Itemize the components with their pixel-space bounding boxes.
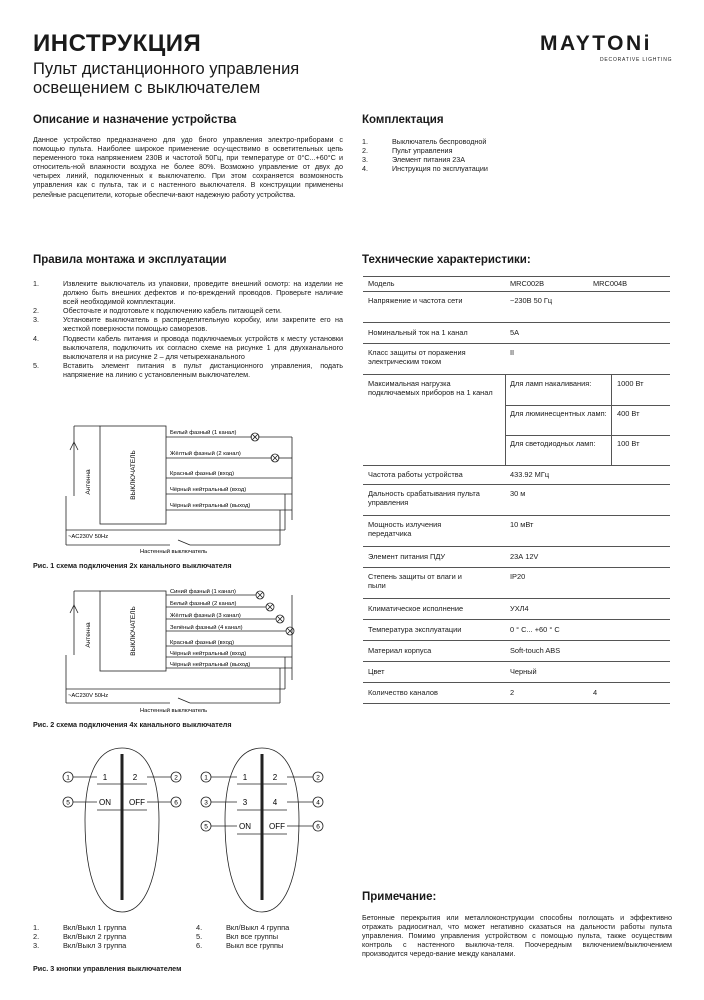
kit-list (362, 137, 662, 173)
switch-label: ВЫКЛЮЧАТЕЛЬ (130, 450, 137, 500)
mounting-item: 5. Вставить элемент питания в пульт дистанционного управления, подать напряжение на линию с установленным выключателем. (33, 360, 343, 379)
callout-number: 5 (204, 823, 208, 831)
mounting-item: 3. Установите выключатель в распределительную коробку, или закрепите его на жесткой поверхности помощью саморезов. (33, 315, 343, 334)
mounting-heading: Правила монтажа и эксплуатации (33, 254, 227, 266)
load-row: Для ламп накаливания: 1000 Вт (505, 375, 670, 406)
remote-button-2: 2 (132, 773, 138, 782)
table-row: Материал корпуса Soft-touch ABS (363, 641, 670, 662)
specs-table (363, 276, 670, 704)
remote-button-4: 4 (272, 798, 278, 807)
specs-heading: Технические характеристики: (362, 254, 531, 266)
legend-left (33, 923, 183, 950)
note-heading: Примечание: (362, 891, 437, 903)
table-row: Напряжение и частота сети ~230В 50 Гц (363, 292, 670, 323)
callout-number: 6 (316, 823, 320, 831)
callout-number: 1 (66, 774, 70, 782)
table-row: Количество каналов 2 4 (363, 683, 670, 704)
legend-item: 2. Вкл/Выкл 2 группа (33, 932, 127, 941)
wiring-diagram-2ch (60, 420, 350, 555)
callout-number: 2 (316, 774, 320, 782)
wire-label: Зелёный фазный (4 канал) (170, 625, 243, 631)
kit-item: 1. Выключатель беспроводной (362, 137, 487, 146)
kit-item: 2. Пульт управления (362, 146, 453, 156)
mounting-item: 2. Обесточьте и подготовьте к подключению кабель питающей сети. (33, 306, 282, 316)
switch-label: ВЫКЛЮЧАТЕЛЬ (130, 606, 137, 656)
legend-right (196, 923, 346, 950)
wire-label: Чёрный нейтральный (выход) (170, 662, 251, 668)
wire-label: Белый фазный (2 канал) (170, 601, 237, 607)
mounting-item: 4. Подвести кабель питания и провода подключаемых устройств к месту установки выключателя, подключить их согласно схеме на рисунке 1 для двухканального выключателя и на рисунке 2 – для четырехканального (33, 333, 343, 361)
remote-button-off: OFF (269, 822, 285, 831)
callout-number: 2 (174, 774, 178, 782)
load-row: Для люминесцентных ламп: 400 Вт (505, 405, 670, 436)
legend-item: 6. Выкл все группы (196, 941, 284, 950)
callout-number: 1 (204, 774, 208, 782)
remote-button-on: ON (239, 822, 251, 831)
wire-label: Чёрный нейтральный (выход) (170, 503, 251, 509)
wire-label: Чёрный нейтральный (вход) (170, 651, 247, 657)
antenna-label: Антенна (85, 622, 92, 648)
load-row: Для светодиодных ламп: 100 Вт (510, 439, 640, 448)
kit-item: 4. Инструкция по эксплуатации (362, 164, 488, 174)
page-title: ИНСТРУКЦИЯ (33, 30, 202, 57)
table-row: Температура эксплуатации 0 ° C... +60 ° C (363, 620, 670, 641)
remote-button-off: OFF (129, 798, 145, 807)
table-row: Степень защиты от влаги и пыли IP20 (363, 568, 670, 599)
remote-button-1: 1 (102, 773, 108, 782)
table-row: Элемент питания ПДУ 23А 12V (363, 547, 670, 568)
remote-buttons-figure (55, 740, 335, 920)
wire-label: Красный фазный (вход) (170, 471, 234, 477)
table-row: Максимальная нагрузка подключаемых приборов на 1 канал Для ламп накаливания: 1000 Вт Для люминесцентных ламп: 400 Вт Для светодиодных ламп: 100 Вт (363, 375, 670, 466)
description-text: Данное устройство предназначено для удо бного управления электро-приборами с помощью пульта. Наиболее широкое применение осу-ществимо в осветительных цепь переменного тока напряжением 230В и частотой 50Гц, при температуре от 0°C...+60°C и относитель-ной влажности воздуха не более 80%. Возможно управление от двух до четырех линий, подключенных к выключателю. При этом сохраняется возможность управления как с пульта, так и с настенного выключателя. В конструкции применены релейные расцепители, которые обеспечи-вают надежную работу устройства. (33, 135, 343, 199)
table-row: Частота работы устройства 433.92 МГц (363, 466, 670, 485)
table-row: Дальность срабатывания пульта управления 30 м (363, 485, 670, 516)
wall-switch-label: Настенный выключатель (140, 549, 208, 555)
note-text: Бетонные перекрытия или металлоконструкции способны поглощать и эффективно отражать радиосигнал, что может негативно сказаться на дальности работы пульта управления. Помимо управления устройством с помощью пульта, также осуществим контроль с настенного выключа-теля. Поочередным включением/выключением производится чередо-вание между каналами. (362, 913, 672, 959)
mounting-list (33, 279, 343, 379)
legend-item: 1. Вкл/Выкл 1 группа (33, 923, 127, 932)
figure-1-caption: Рис. 1 схема подключения 2х канального выключателя (33, 561, 232, 570)
wire-label: Жёлтый фазный (3 канал) (170, 613, 241, 619)
mounting-item: 1. Извлеките выключатель из упаковки, проведите внешний осмотр: на изделии не должно быть внешних дефектов и по-вреждений проводов. Проверьте наличие всей необходимой комплектации. (33, 279, 343, 307)
remote-button-3: 3 (242, 798, 248, 807)
table-row: Номинальный ток на 1 канал 5А (363, 323, 670, 344)
remote-button-1: 1 (242, 773, 248, 782)
table-row: Цвет Черный (363, 662, 670, 683)
ac-label: ~AC230V 50Hz (68, 693, 109, 699)
figure-2-caption: Рис. 2 схема подключения 4х канального выключателя (33, 720, 232, 729)
wire-label: Жёлтый фазный (2 канал) (170, 451, 241, 457)
kit-heading: Комплектация (362, 114, 444, 126)
table-row: Модель MRC002B MRC004B (363, 277, 670, 292)
remote-button-on: ON (99, 798, 111, 807)
legend-item: 5. Вкл все группы (196, 932, 279, 941)
remote-button-2: 2 (272, 773, 278, 782)
wall-switch-label: Настенный выключатель (140, 708, 208, 714)
kit-item: 3. Элемент питания 23А (362, 155, 466, 165)
table-row: Климатическое исполнение УХЛ4 (363, 599, 670, 620)
ac-label: ~AC230V 50Hz (68, 534, 109, 540)
wire-label: Красный фазный (вход) (170, 640, 234, 646)
wire-label: Синий фазный (1 канал) (170, 589, 236, 595)
callout-number: 4 (316, 799, 320, 807)
brand-logo: MAYTONi (540, 32, 653, 55)
legend-item: 3. Вкл/Выкл 3 группа (33, 941, 127, 950)
callout-number: 3 (204, 799, 208, 807)
description-heading: Описание и назначение устройства (33, 114, 237, 126)
table-row: Мощность излучения передатчика 10 мВт (363, 516, 670, 547)
table-row: Класс защиты от поражения электрическим током II (363, 344, 670, 375)
legend-item: 4. Вкл/Выкл 4 группа (196, 923, 290, 932)
wiring-diagram-4ch (60, 585, 350, 715)
wire-label: Чёрный нейтральный (вход) (170, 487, 247, 493)
figure-3-caption: Рис. 3 кнопки управления выключателем (33, 964, 182, 973)
wire-label: Белый фазный (1 канал) (170, 430, 237, 436)
page-subtitle: Пульт дистанционного управления освещением с выключателем (33, 60, 300, 97)
brand-tagline: DECORATIVE LIGHTING (600, 57, 673, 63)
antenna-label: Антенна (85, 469, 92, 495)
callout-number: 6 (174, 799, 178, 807)
callout-number: 5 (66, 799, 70, 807)
